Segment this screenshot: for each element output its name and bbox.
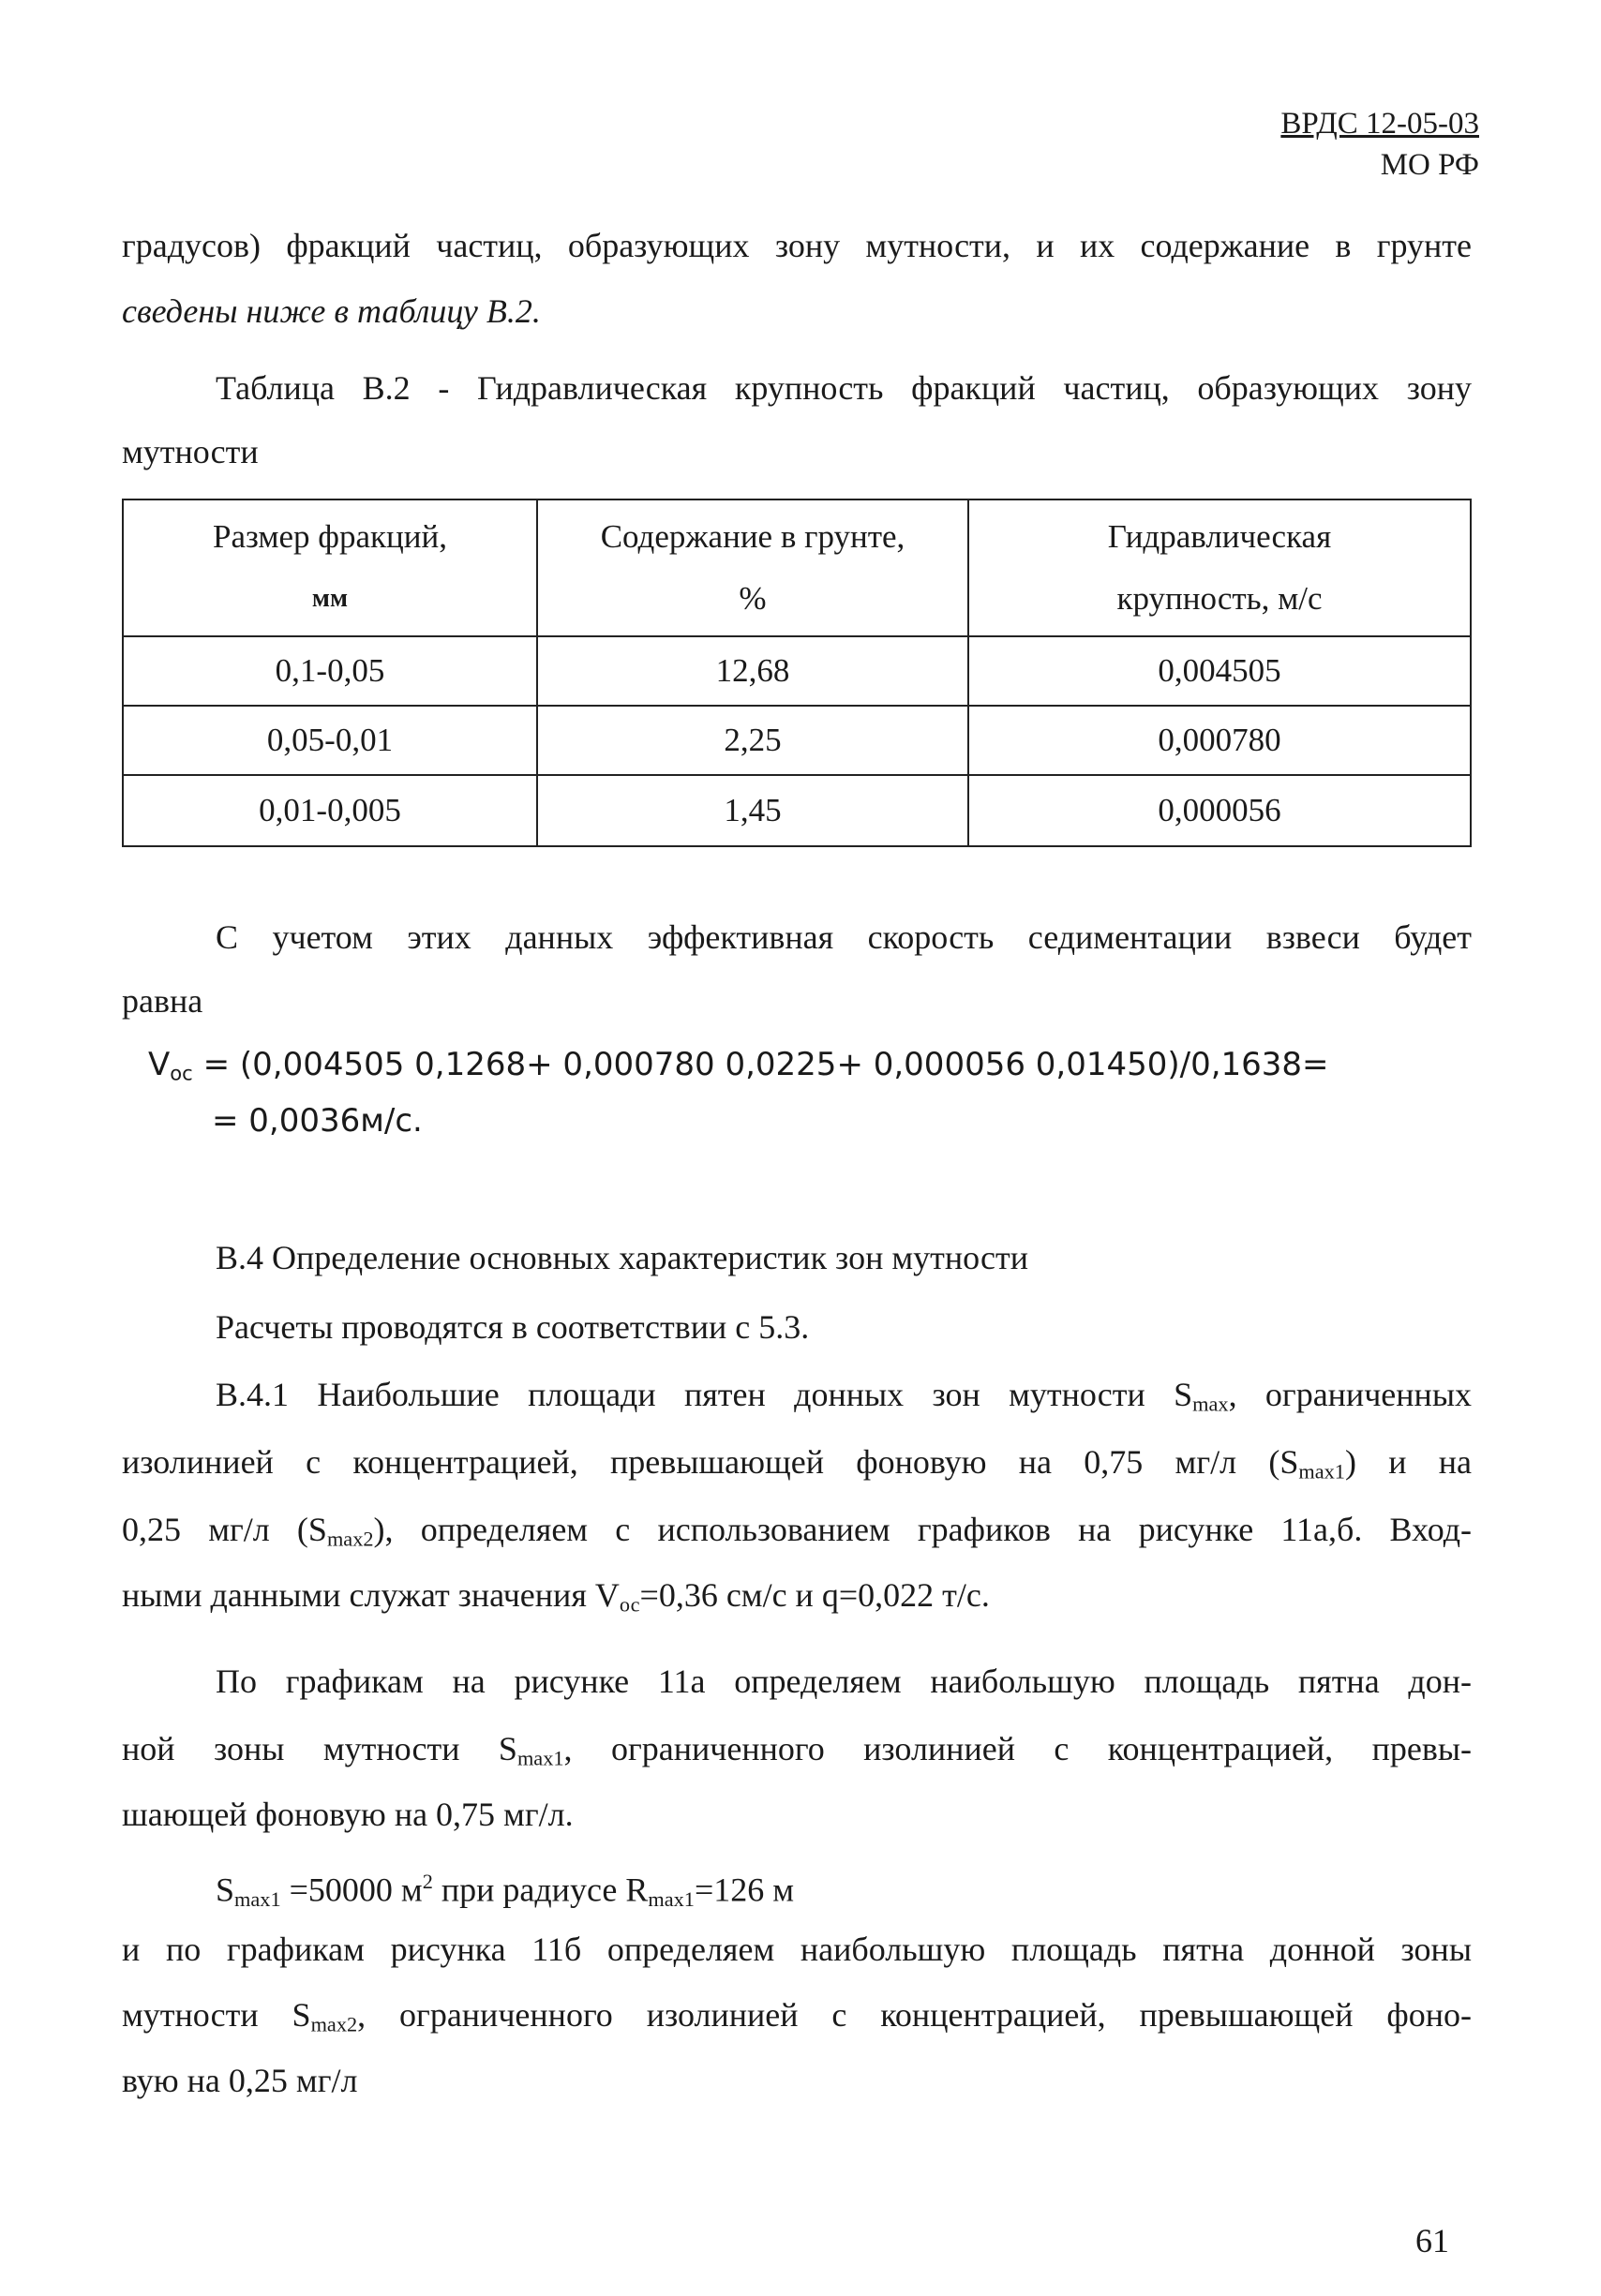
para-11b-line-2: [122, 1994, 1472, 2046]
text-run: В.4.1 Наибольшие площади пятен донных зон мутности S: [216, 1376, 1193, 1413]
text-run: , ограниченного изолинией с концентрацией, превышающей фоно-: [357, 1996, 1472, 2034]
text-run: мутности S: [122, 1996, 311, 2034]
text-run: изолинией с концентрацией, превышающей фоновую на 0,75 мг/л (S: [122, 1443, 1299, 1481]
data-table: [122, 499, 1472, 847]
text-run: при радиусе R: [432, 1871, 649, 1909]
table-header-cell: [968, 499, 1471, 636]
subscript: max: [1192, 1392, 1229, 1416]
para-b41-line-3: [122, 1509, 1472, 1560]
subscript: max1: [1298, 1459, 1345, 1483]
subscript: max1: [516, 1746, 564, 1770]
para-b41-line-4: [122, 1574, 990, 1626]
text-run: 0,25 мг/л (S: [122, 1511, 327, 1548]
section-title: В.4 Определение основных характеристик зон мутности: [216, 1239, 1028, 1276]
header-unit: %: [739, 580, 767, 617]
text-run: =50000 м: [280, 1871, 423, 1909]
section-subtitle: Расчеты проводятся в соответствии с 5.3.: [216, 1308, 810, 1346]
table-header-cell: [123, 499, 537, 636]
table-header-cell: [537, 499, 968, 636]
para-11b-line-3: вую на 0,25 мг/л: [122, 2062, 358, 2099]
formula-expression: = (0,004505 0,1268+ 0,000780 0,0225+ 0,000056 0,01450)/0,1638=: [192, 1046, 1329, 1083]
subscript: max2: [326, 1527, 374, 1551]
page-number: 61: [1415, 2222, 1449, 2259]
subscript: max1: [234, 1886, 281, 1911]
text-run: ), определяем с использованием графиков на рисунке 11а,б. Вход-: [373, 1511, 1472, 1548]
text-run: =126 м: [694, 1871, 795, 1909]
table-cell: 1,45: [537, 775, 968, 846]
header-unit: мм: [311, 584, 349, 613]
subscript: ос: [619, 1592, 640, 1617]
header-text: Гидравлическая: [1107, 518, 1332, 555]
text-run: , ограниченного изолинией с концентрацией, превы-: [563, 1730, 1472, 1767]
table-cell: 0,1-0,05: [123, 636, 537, 706]
formula-line-1: [148, 1042, 1329, 1096]
header-text: Размер фракций,: [213, 518, 447, 555]
subscript: max2: [310, 2012, 358, 2036]
para-b41-line-2: [122, 1441, 1472, 1493]
header-text: Содержание в грунте,: [600, 518, 905, 555]
para-b41-line-1: [216, 1374, 1472, 1425]
para-11a-line-1: По графикам на рисунке 11а определяем наибольшую площадь пятна дон-: [216, 1662, 1472, 1700]
table-cell: 0,004505: [968, 636, 1471, 706]
para-11b-line-1: и по графикам рисунка 11б определяем наибольшую площадь пятна донной зоны: [122, 1931, 1472, 1968]
sedimentation-line-1: С учетом этих данных эффективная скорость седиментации взвеси будет: [216, 918, 1472, 956]
text-run: S: [216, 1871, 235, 1909]
table-cell: 0,01-0,005: [123, 775, 537, 846]
intro-line-1: градусов) фракций частиц, образующих зону мутности, и их содержание в грунте: [122, 227, 1472, 264]
text-run: ной зоны мутности S: [122, 1730, 517, 1767]
table-header-row: [123, 499, 1471, 636]
formula-subscript: ос: [170, 1061, 193, 1085]
formula-variable: V: [148, 1046, 171, 1083]
table-row: [123, 636, 1471, 706]
table-cell: 0,000056: [968, 775, 1471, 846]
result-line: [216, 1861, 794, 1920]
table-row: [123, 706, 1471, 775]
intro-line-2: сведены ниже в таблицу В.2.: [122, 292, 541, 330]
formula-line-2: = 0,0036м/с.: [212, 1102, 423, 1140]
document-code: ВРДС 12-05-03: [1280, 107, 1479, 141]
header-unit: крупность, м/с: [1116, 580, 1323, 617]
subscript: max1: [648, 1886, 695, 1911]
superscript: 2: [422, 1870, 433, 1893]
table-caption-line-2: мутности: [122, 433, 259, 470]
table-cell: 2,25: [537, 706, 968, 775]
table-cell: 0,000780: [968, 706, 1471, 775]
text-run: ) и на: [1344, 1443, 1472, 1481]
table-row: [123, 775, 1471, 846]
sedimentation-line-2: равна: [122, 982, 203, 1020]
document-code-block: [1280, 103, 1479, 186]
table-caption-line-1: Таблица В.2 - Гидравлическая крупность фракций частиц, образующих зону: [216, 369, 1472, 407]
para-11a-line-3: шающей фоновую на 0,75 мг/л.: [122, 1796, 574, 1833]
text-run: ными данными служат значения V: [122, 1576, 620, 1614]
table-cell: 12,68: [537, 636, 968, 706]
table-cell: 0,05-0,01: [123, 706, 537, 775]
text-run: =0,36 см/с и q=0,022 т/с.: [639, 1576, 990, 1614]
organization-code: МО РФ: [1380, 148, 1479, 182]
text-run: , ограниченных: [1228, 1376, 1472, 1413]
para-11a-line-2: [122, 1728, 1472, 1780]
